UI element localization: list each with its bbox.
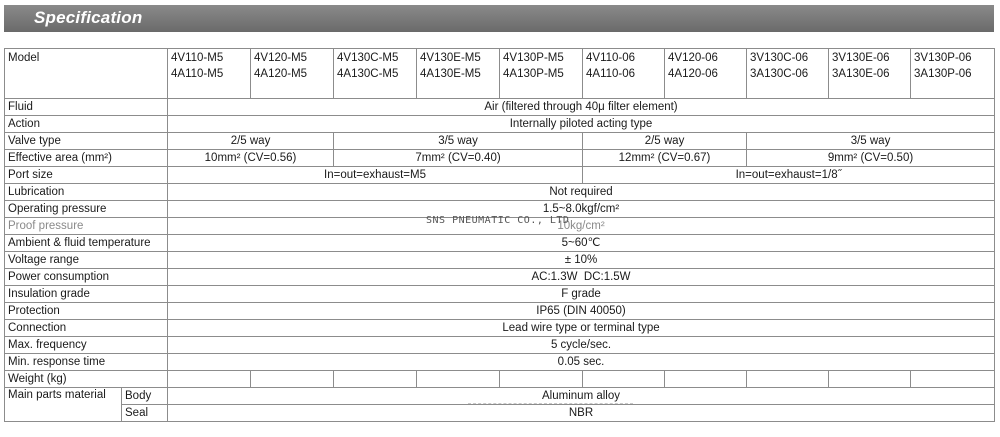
row-value: 10mm² (CV=0.56) — [168, 150, 334, 167]
row-label: Proof pressure — [5, 218, 168, 235]
row-value: 2/5 way — [583, 133, 747, 150]
table-row — [5, 252, 995, 269]
table-row — [5, 99, 995, 116]
model-cell: 3V130E-06 3A130E-06 — [829, 49, 911, 99]
weight-cell — [417, 371, 500, 388]
weight-cell — [168, 371, 251, 388]
row-value: F grade — [168, 286, 995, 303]
model-cell: 3V130C-06 3A130C-06 — [747, 49, 829, 99]
row-value: 7mm² (CV=0.40) — [334, 150, 583, 167]
row-value: 3/5 way — [747, 133, 995, 150]
row-label: Power consumption — [5, 269, 168, 286]
row-value: 9mm² (CV=0.50) — [747, 150, 995, 167]
weight-cell — [251, 371, 334, 388]
row-label: Fluid — [5, 99, 168, 116]
row-value: 0.05 sec. — [168, 354, 995, 371]
table-row — [5, 116, 995, 133]
row-label: Ambient & fluid temperature — [5, 235, 168, 252]
row-value: Aluminum alloy — [168, 388, 995, 405]
table-row — [5, 337, 995, 354]
spec-table — [4, 48, 995, 422]
row-value: ± 10% — [168, 252, 995, 269]
divider — [468, 403, 633, 405]
row-label: Connection — [5, 320, 168, 337]
model-cell: 3V130P-06 3A130P-06 — [911, 49, 995, 99]
weight-cell — [665, 371, 747, 388]
weight-cell — [911, 371, 995, 388]
table-row — [5, 49, 995, 99]
model-cell: 4V130C-M5 4A130C-M5 — [334, 49, 417, 99]
model-cell: 4V130P-M5 4A130P-M5 — [500, 49, 583, 99]
row-value: 12mm² (CV=0.67) — [583, 150, 747, 167]
weight-cell — [747, 371, 829, 388]
row-label: Voltage range — [5, 252, 168, 269]
table-row — [5, 184, 995, 201]
row-value: Not required — [168, 184, 995, 201]
row-value: 5 cycle/sec. — [168, 337, 995, 354]
table-row — [5, 150, 995, 167]
row-label: Min. response time — [5, 354, 168, 371]
sub-label: Seal — [122, 405, 168, 422]
table-row — [5, 167, 995, 184]
model-cell: 4V120-M5 4A120-M5 — [251, 49, 334, 99]
table-row — [5, 303, 995, 320]
table-row — [5, 405, 995, 422]
model-cell: 4V120-06 4A120-06 — [665, 49, 747, 99]
row-value: 3/5 way — [334, 133, 583, 150]
table-row — [5, 371, 995, 388]
row-value: In=out=exhaust=1/8˝ — [583, 167, 995, 184]
table-row — [5, 235, 995, 252]
weight-cell — [583, 371, 665, 388]
table-row — [5, 320, 995, 337]
row-label: Effective area (mm²) — [5, 150, 168, 167]
weight-cell — [334, 371, 417, 388]
weight-cell — [500, 371, 583, 388]
table-row — [5, 388, 995, 405]
table-row — [5, 286, 995, 303]
row-label: Protection — [5, 303, 168, 320]
row-value: AC:1.3W DC:1.5W — [168, 269, 995, 286]
row-value: 1.5~8.0kgf/cm² — [168, 201, 995, 218]
model-cell: 4V110-M5 4A110-M5 — [168, 49, 251, 99]
row-label: Max. frequency — [5, 337, 168, 354]
watermark-text: SNS PNEUMATIC CO., LTD — [426, 215, 570, 226]
row-label: Model — [5, 49, 168, 99]
row-value: IP65 (DIN 40050) — [168, 303, 995, 320]
row-label: Port size — [5, 167, 168, 184]
row-value: Lead wire type or terminal type — [168, 320, 995, 337]
section-title: Specification — [34, 8, 143, 27]
row-label: Valve type — [5, 133, 168, 150]
row-label: Operating pressure — [5, 201, 168, 218]
row-value: 2/5 way — [168, 133, 334, 150]
weight-cell — [829, 371, 911, 388]
row-label: Insulation grade — [5, 286, 168, 303]
model-cell: 4V110-06 4A110-06 — [583, 49, 665, 99]
row-value: Internally piloted acting type — [168, 116, 995, 133]
row-value: NBR — [168, 405, 995, 422]
row-label: Action — [5, 116, 168, 133]
sub-label: Body — [122, 388, 168, 405]
section-header — [4, 5, 994, 32]
row-label: Main parts material — [5, 388, 122, 422]
row-value: Air (filtered through 40μ filter element) — [168, 99, 995, 116]
row-value: In=out=exhaust=M5 — [168, 167, 583, 184]
row-label: Lubrication — [5, 184, 168, 201]
model-cell: 4V130E-M5 4A130E-M5 — [417, 49, 500, 99]
row-value: 10kg/cm² — [168, 218, 995, 235]
table-row — [5, 269, 995, 286]
table-row — [5, 133, 995, 150]
row-label: Weight (kg) — [5, 371, 168, 388]
table-row — [5, 354, 995, 371]
row-value: 5~60℃ — [168, 235, 995, 252]
